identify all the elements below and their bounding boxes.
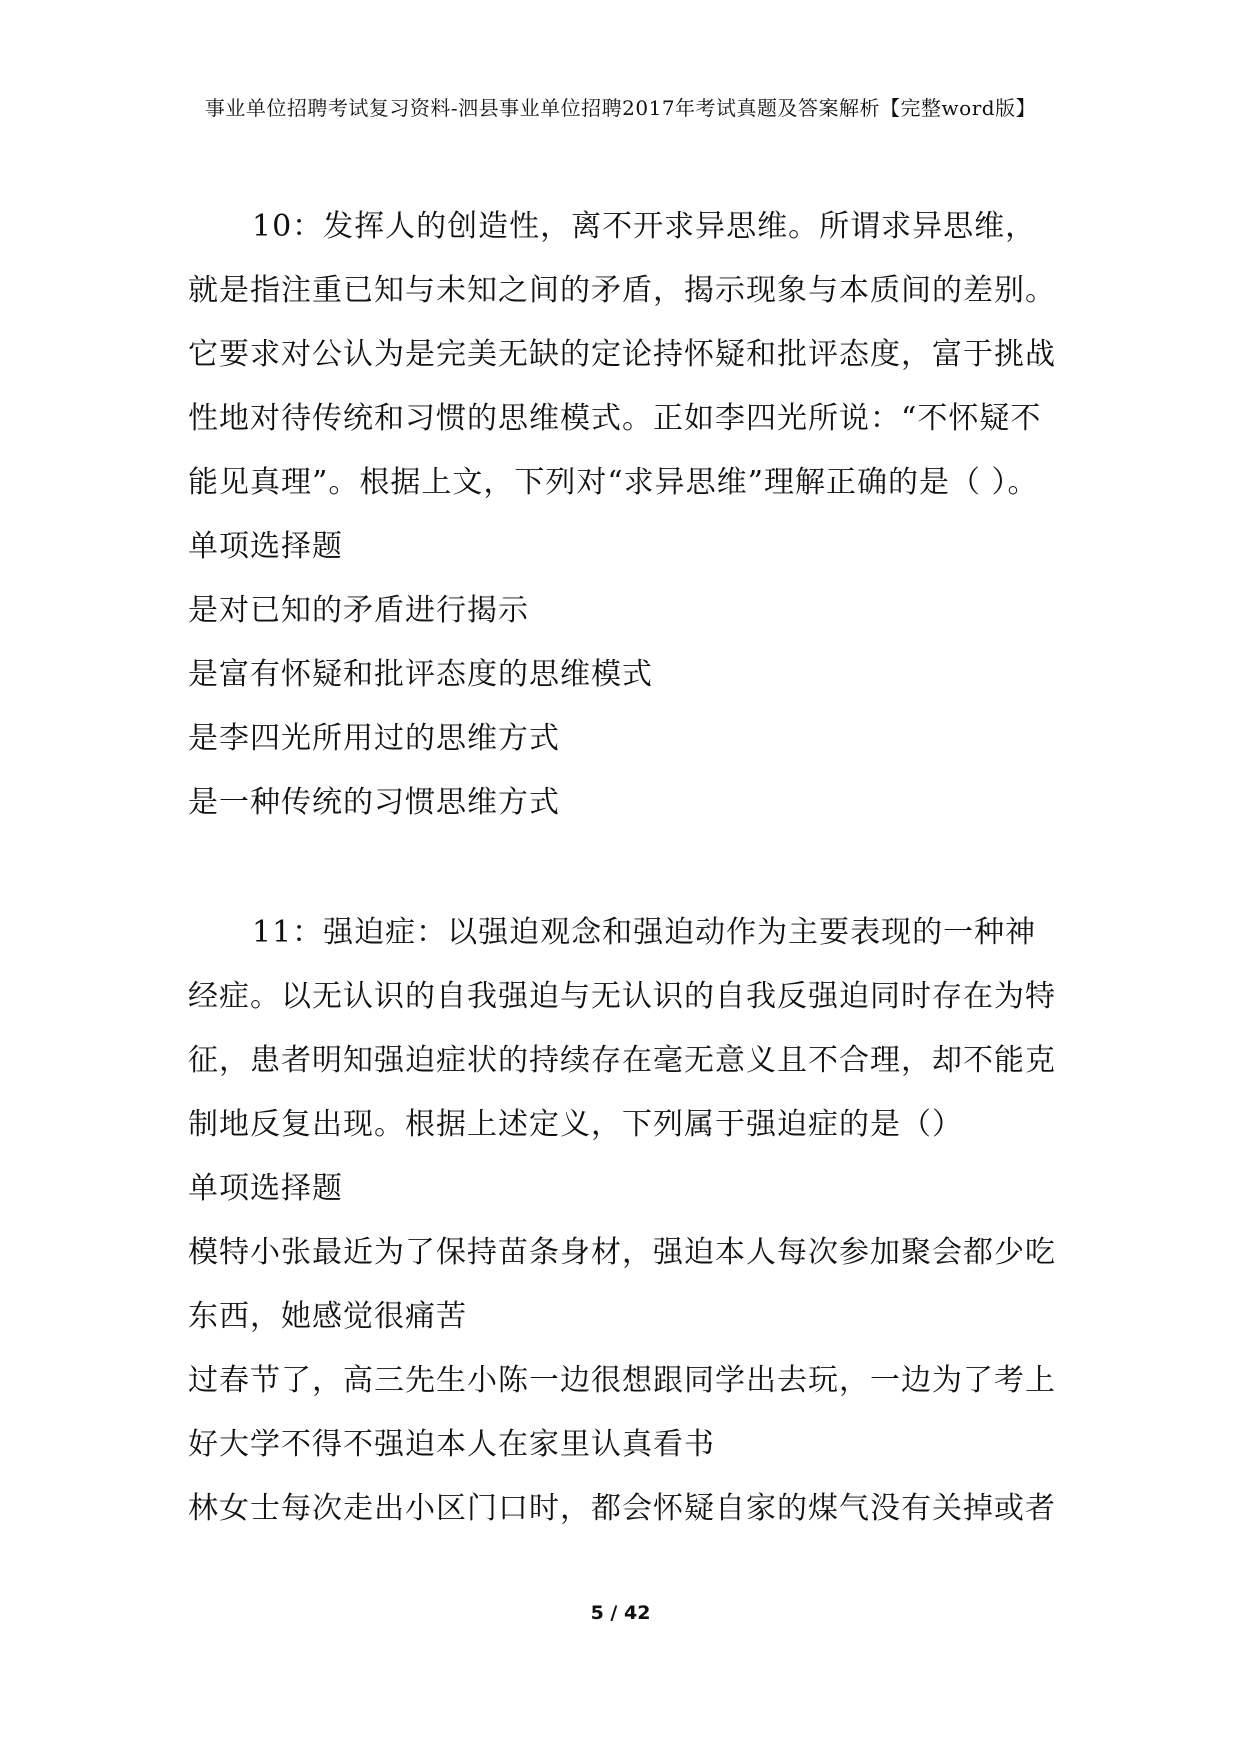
question-type-label: 单项选择题	[188, 529, 343, 564]
question-stem-line: 性地对待传统和习惯的思维模式。正如李四光所说：“不怀疑不	[188, 401, 1042, 436]
document-header: 事业单位招聘考试复习资料-泗县事业单位招聘2017年考试真题及答案解析【完整word版】	[204, 96, 1037, 120]
question-stem-line: 11：强迫症：以强迫观念和强迫动作为主要表现的一种神	[252, 915, 1037, 950]
question-spacer	[188, 835, 1068, 901]
option-line: 是一种传统的习惯思维方式	[188, 785, 560, 820]
question-stem-line: 它要求对公认为是完美无缺的定论持怀疑和批评态度，富于挑战	[188, 337, 1056, 372]
question-stem-line: 10：发挥人的创造性，离不开求异思维。所谓求异思维，	[252, 209, 1037, 244]
option-line: 是富有怀疑和批评态度的思维模式	[188, 657, 653, 692]
question-stem-line: 经症。以无认识的自我强迫与无认识的自我反强迫同时存在为特	[188, 979, 1056, 1014]
option-line: 林女士每次走出小区门口时，都会怀疑自家的煤气没有关掉或者	[188, 1491, 1056, 1526]
question-stem-line: 征，患者明知强迫症状的持续存在毫无意义且不合理，却不能克	[188, 1043, 1056, 1078]
option-line: 模特小张最近为了保持苗条身材，强迫本人每次参加聚会都少吃	[188, 1235, 1056, 1270]
option-line: 好大学不得不强迫本人在家里认真看书	[188, 1427, 715, 1462]
option-line: 是李四光所用过的思维方式	[188, 721, 560, 756]
question-stem-line: 能见真理”。根据上文，下列对“求异思维”理解正确的是（ ）。	[188, 465, 1039, 500]
question-type-label: 单项选择题	[188, 1171, 343, 1206]
option-line: 是对已知的矛盾进行揭示	[188, 593, 529, 628]
question-stem-line: 就是指注重已知与未知之间的矛盾，揭示现象与本质间的差别。	[188, 273, 1056, 308]
document-body	[188, 195, 1068, 1541]
question-11	[188, 901, 1068, 1541]
option-line: 过春节了，高三先生小陈一边很想跟同学出去玩，一边为了考上	[188, 1363, 1056, 1398]
page-indicator: 5 / 42	[590, 1602, 651, 1624]
question-10	[188, 195, 1068, 835]
question-stem-line: 制地反复出现。根据上述定义，下列属于强迫症的是（）	[188, 1107, 963, 1142]
option-line: 东西，她感觉很痛苦	[188, 1299, 467, 1334]
